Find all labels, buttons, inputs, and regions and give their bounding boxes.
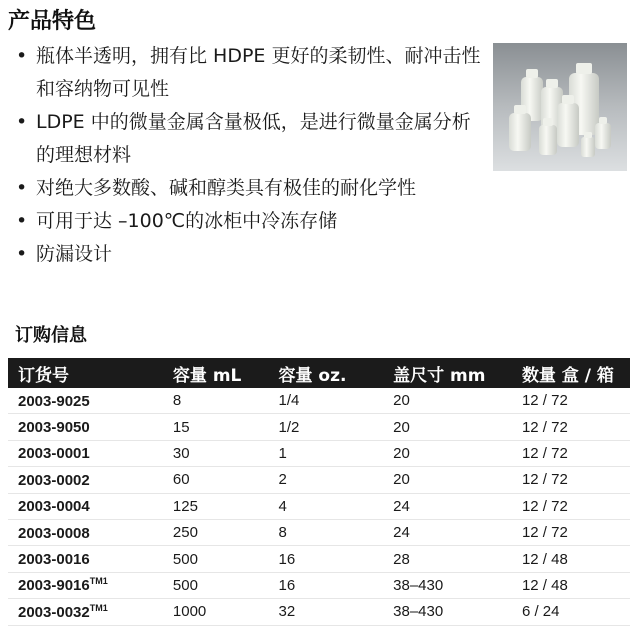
catalog-number-cell: 2003-9025 [8, 388, 163, 414]
order-info-title: 订购信息 [15, 325, 87, 346]
volume-oz-cell: 2 [269, 467, 384, 493]
catalog-number-cell: 2003-0001 [8, 440, 163, 466]
cap-size-cell: 20 [383, 467, 512, 493]
volume-oz-cell: 4 [269, 493, 384, 519]
column-header: 容量 oz. [278, 365, 347, 386]
table-row [8, 546, 630, 572]
quantity-cell: 12 / 72 [512, 519, 630, 545]
volume-ml-cell: 15 [163, 414, 269, 440]
quantity-cell: 6 / 24 [512, 599, 630, 625]
quantity-cell: 12 / 48 [512, 572, 630, 598]
volume-oz-cell: 8 [269, 519, 384, 545]
volume-oz-cell: 32 [269, 599, 384, 625]
feature-text: LDPE 中的微量金属含量极低，是进行微量金属分析的理想材料 [36, 111, 471, 166]
table-row [8, 572, 630, 598]
cap-size-cell: 20 [383, 440, 512, 466]
page-title: 产品特色 [8, 9, 97, 34]
order-table [8, 358, 630, 626]
quantity-cell: 12 / 72 [512, 440, 630, 466]
volume-ml-cell: 8 [163, 388, 269, 414]
bullet-icon: • [16, 243, 28, 265]
feature-item [14, 172, 484, 205]
table-row [8, 493, 630, 519]
cap-size-cell: 24 [383, 519, 512, 545]
volume-oz-cell: 16 [269, 546, 384, 572]
cap-size-cell: 20 [383, 388, 512, 414]
feature-text: 防漏设计 [36, 243, 113, 265]
cap-size-cell: 24 [383, 493, 512, 519]
table-row [8, 414, 630, 440]
quantity-cell: 12 / 48 [512, 546, 630, 572]
catalog-number-cell: 2003-9050 [8, 414, 163, 440]
feature-text: 对绝大多数酸、碱和醇类具有极佳的耐化学性 [36, 177, 417, 199]
feature-item [14, 106, 484, 172]
cap-size-cell: 28 [383, 546, 512, 572]
volume-ml-cell: 30 [163, 440, 269, 466]
table-row [8, 440, 630, 466]
volume-ml-cell: 250 [163, 519, 269, 545]
catalog-number-cell: $2003-9016^{TM1}$ [8, 572, 163, 598]
volume-ml-cell: 500 [163, 546, 269, 572]
volume-oz-cell: 1 [269, 440, 384, 466]
table-header-row [8, 358, 630, 388]
bullet-icon: • [16, 177, 28, 199]
table-row [8, 519, 630, 545]
bullet-icon: • [16, 111, 28, 133]
column-header: 盖尺寸 mm [393, 365, 486, 386]
feature-item [14, 205, 484, 238]
table-row [8, 388, 630, 414]
feature-text: 可用于达 –100℃的冰柜中冷冻存储 [36, 210, 338, 232]
catalog-number-cell: 2003-0004 [8, 493, 163, 519]
volume-ml-cell: 1000 [163, 599, 269, 625]
quantity-cell: 12 / 72 [512, 414, 630, 440]
column-header: 容量 mL [172, 365, 242, 386]
catalog-number-cell: 2003-0008 [8, 519, 163, 545]
cap-size-cell: 38–430 [383, 599, 512, 625]
quantity-cell: 12 / 72 [512, 467, 630, 493]
volume-oz-cell: 16 [269, 572, 384, 598]
catalog-number-cell: 2003-0002 [8, 467, 163, 493]
volume-oz-cell: 1/2 [269, 414, 384, 440]
feature-list [14, 40, 484, 271]
bullet-icon: • [16, 45, 28, 67]
table-row [8, 467, 630, 493]
bottles-image [493, 43, 627, 171]
feature-item [14, 238, 484, 271]
catalog-number-cell: 2003-0016 [8, 546, 163, 572]
column-header: 订货号 [18, 365, 69, 386]
catalog-number-cell: $2003-0032^{TM1}$ [8, 599, 163, 625]
product-photo [493, 43, 627, 171]
table-row [8, 599, 630, 625]
volume-ml-cell: 500 [163, 572, 269, 598]
volume-ml-cell: 60 [163, 467, 269, 493]
cap-size-cell: 20 [383, 414, 512, 440]
column-header: 数量 盒 / 箱 [521, 365, 614, 386]
quantity-cell: 12 / 72 [512, 493, 630, 519]
cap-size-cell: 38–430 [383, 572, 512, 598]
feature-item [14, 40, 484, 106]
volume-oz-cell: 1/4 [269, 388, 384, 414]
volume-ml-cell: 125 [163, 493, 269, 519]
bullet-icon: • [16, 210, 28, 232]
quantity-cell: 12 / 72 [512, 388, 630, 414]
feature-text: 瓶体半透明，拥有比 HDPE 更好的柔韧性、耐冲击性和容纳物可见性 [36, 45, 481, 100]
